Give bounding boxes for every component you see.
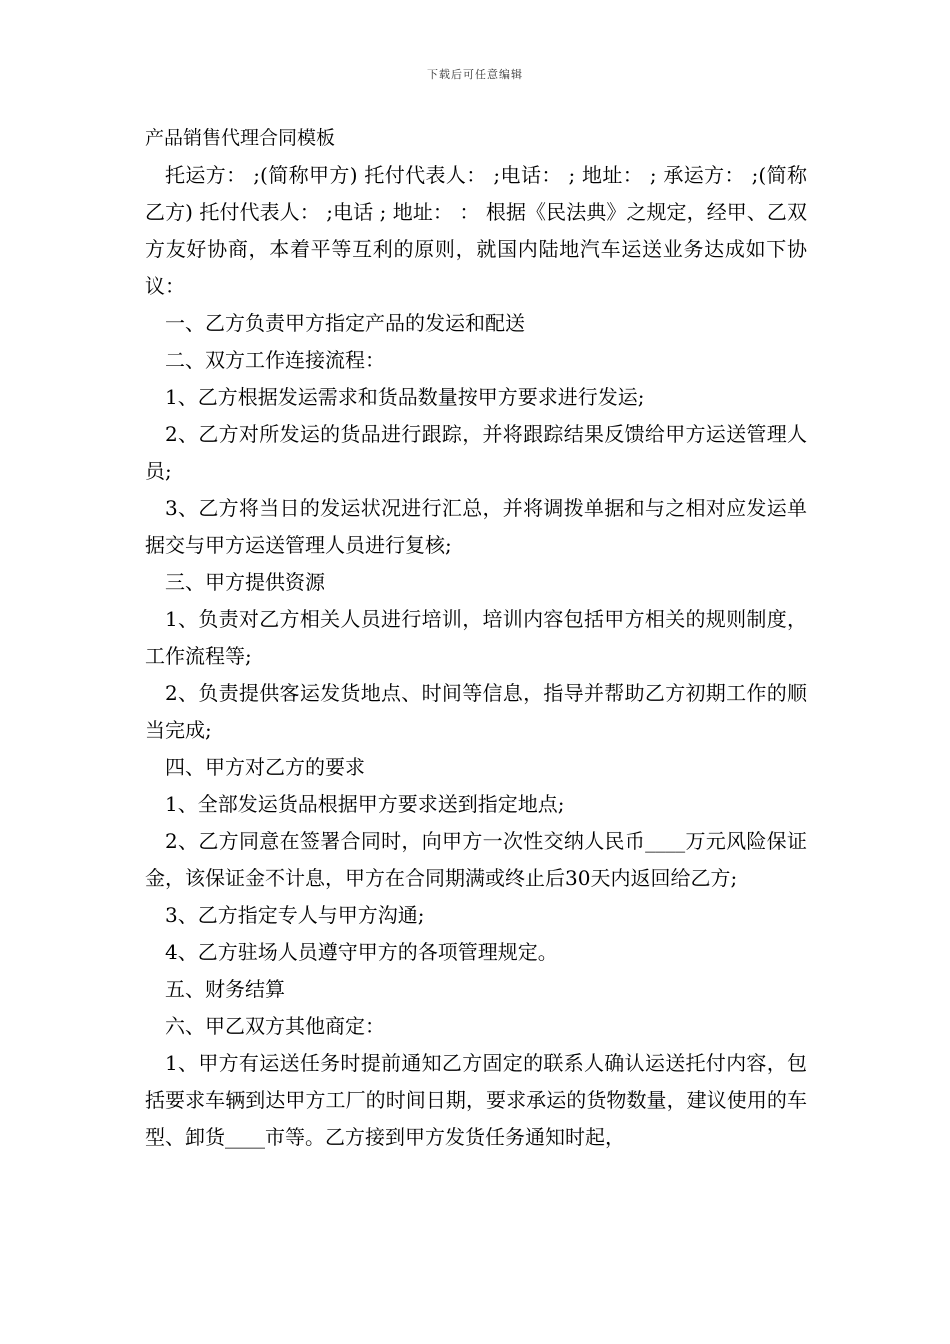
paragraph-6-1: 1、甲方有运送任务时提前通知乙方固定的联系人确认运送托付内容，包括要求车辆到达甲方工厂的时间日期，要求承运的货物数量，建议使用的车型、卸货____市等。乙方接到甲方发货任务通知时起， — [145, 1051, 807, 1149]
paragraph-2-1: 1、乙方根据发运需求和货品数量按甲方要求进行发运; — [165, 385, 645, 409]
paragraph-3-1: 1、负责对乙方相关人员进行培训，培训内容包括甲方相关的规则制度，工作流程等; — [145, 607, 807, 668]
paragraph-4-1: 1、全部发运货品根据甲方要求送到指定地点; — [165, 792, 565, 816]
paragraph-section-2: 二、双方工作连接流程： — [165, 348, 385, 372]
document-title: 产品销售代理合同模板 — [145, 127, 336, 149]
paragraph-3-2: 2、负责提供客运发货地点、时间等信息，指导并帮助乙方初期工作的顺当完成; — [145, 681, 807, 742]
paragraph-section-3: 三、甲方提供资源 — [165, 570, 325, 594]
paragraph-section-5: 五、财务结算 — [165, 977, 285, 1001]
paragraph-2-2: 2、乙方对所发运的货品进行跟踪，并将跟踪结果反馈给甲方运送管理人员; — [145, 422, 807, 483]
document-body — [145, 123, 807, 1156]
page-header: 下载后可任意编辑 — [427, 68, 523, 81]
paragraph-section-6: 六、甲乙双方其他商定： — [165, 1014, 385, 1038]
paragraph-parties: 托运方： ;(简称甲方) 托付代表人： ;电话： ; 地址： ; 承运方： ;(简称乙方) 托付代表人： ;电话 ; 地址： ： 根据《民法典》之规定，经甲、乙双方友好协商，本着平等互利的原则，就国内陆地汽车运送业务达成如下协议： — [145, 163, 807, 298]
paragraph-4-3: 3、乙方指定专人与甲方沟通; — [165, 903, 425, 927]
paragraph-section-4: 四、甲方对乙方的要求 — [165, 755, 365, 779]
paragraph-section-1: 一、乙方负责甲方指定产品的发运和配送 — [165, 311, 525, 335]
paragraph-4-2: 2、乙方同意在签署合同时，向甲方一次性交纳人民币____万元风险保证金，该保证金不计息，甲方在合同期满或终止后30天内返回给乙方; — [145, 829, 807, 890]
paragraph-2-3: 3、乙方将当日的发运状况进行汇总，并将调拨单据和与之相对应发运单据交与甲方运送管理人员进行复核; — [145, 496, 807, 557]
paragraph-4-4: 4、乙方驻场人员遵守甲方的各项管理规定。 — [165, 940, 558, 964]
